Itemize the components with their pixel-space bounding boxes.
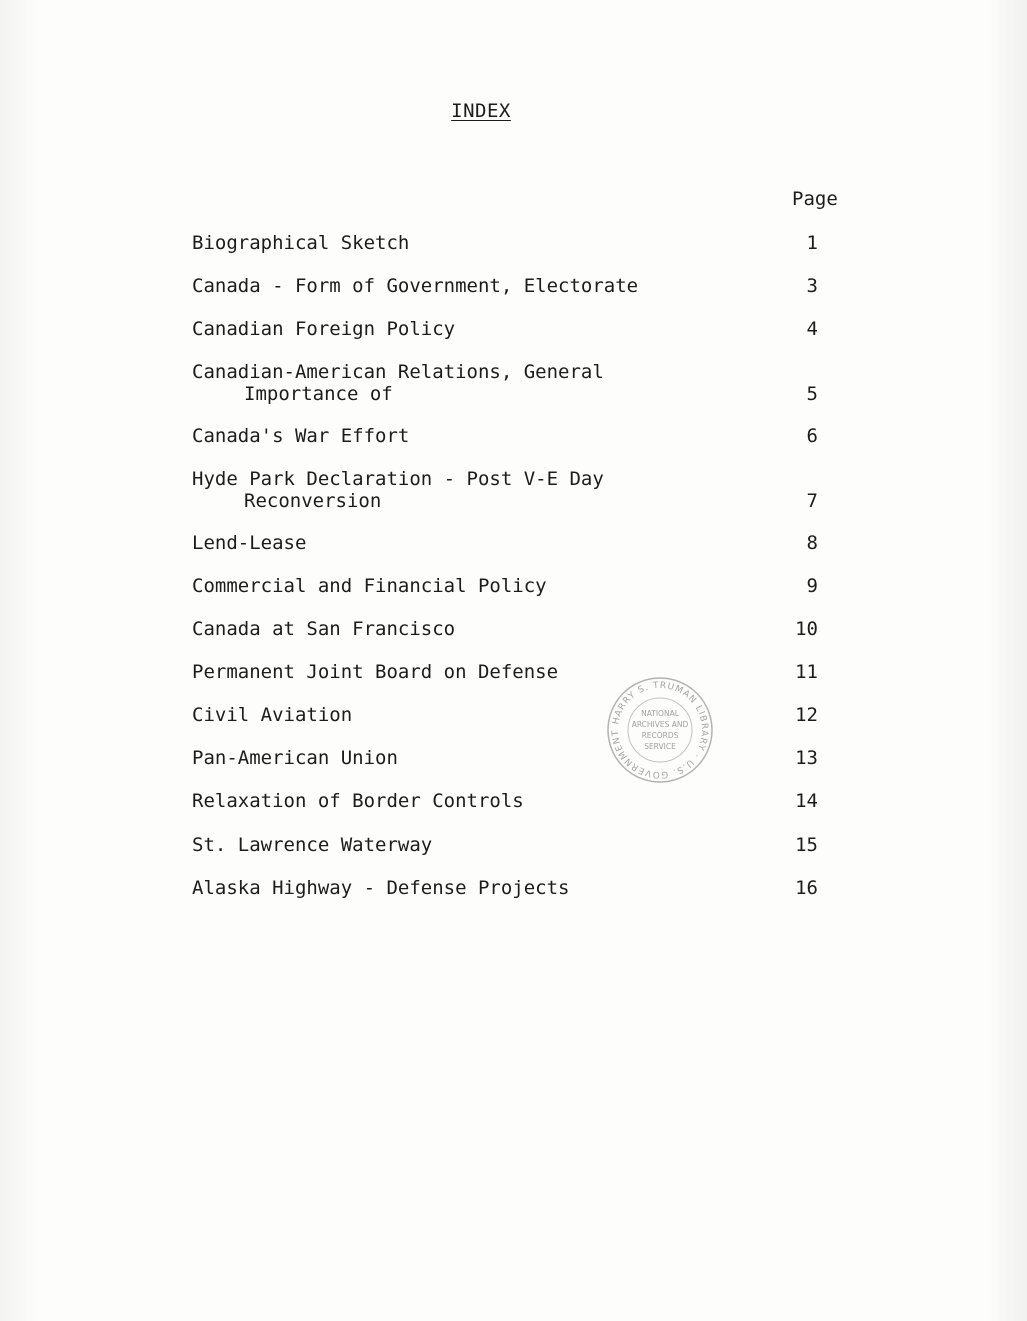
entry-title: Alaska Highway - Defense Projects (192, 877, 570, 899)
entry-page-number: 1 (806, 232, 818, 254)
entry-page-number: 7 (806, 490, 818, 512)
entry-title: Civil Aviation (192, 704, 353, 726)
index-entry (192, 468, 832, 512)
entry-title-continuation: Importance of (244, 383, 393, 405)
index-entry (192, 318, 832, 340)
index-entry (192, 747, 832, 769)
entry-page-number: 9 (806, 575, 818, 597)
entry-title: Canada at San Francisco (192, 618, 456, 640)
entry-title: Lend-Lease (192, 532, 307, 554)
entry-page-number: 14 (795, 790, 818, 812)
entry-page-number: 5 (806, 383, 818, 405)
svg-text:ARCHIVES AND: ARCHIVES AND (631, 720, 689, 729)
index-title: INDEX (451, 100, 511, 122)
entry-page-number: 15 (795, 834, 818, 856)
entry-page-number: 3 (806, 275, 818, 297)
index-entry (192, 425, 832, 447)
entry-title: Commercial and Financial Policy (192, 575, 547, 597)
entry-page-number: 11 (795, 661, 818, 683)
entry-page-number: 16 (795, 877, 818, 899)
index-entry (192, 834, 832, 856)
entry-page-number: 12 (795, 704, 818, 726)
entry-title: Canada's War Effort (192, 425, 410, 447)
entry-title: Biographical Sketch (192, 232, 410, 254)
index-entry (192, 532, 832, 554)
index-entry (192, 232, 832, 254)
entry-page-number: 13 (795, 747, 818, 769)
index-entry (192, 361, 832, 405)
entry-title: Permanent Joint Board on Defense (192, 661, 559, 683)
svg-text:RECORDS: RECORDS (641, 731, 679, 740)
entry-title: Relaxation of Border Controls (192, 790, 524, 812)
index-entry (192, 661, 832, 683)
entry-title: Canadian-American Relations, General (192, 361, 604, 383)
entry-title: Pan-American Union (192, 747, 398, 769)
entry-page-number: 6 (806, 425, 818, 447)
entry-title: Canadian Foreign Policy (192, 318, 456, 340)
index-entry (192, 790, 832, 812)
entry-title: Canada - Form of Government, Electorate (192, 275, 639, 297)
index-entry (192, 275, 832, 297)
svg-text:SERVICE: SERVICE (644, 742, 676, 751)
entry-page-number: 10 (795, 618, 818, 640)
svg-text:NATIONAL: NATIONAL (641, 709, 679, 718)
archive-stamp-seal (606, 676, 714, 784)
svg-text:HARRY S. TRUMAN LIBRARY · U.S.: HARRY S. TRUMAN LIBRARY · U.S. GOVERNMENT (610, 680, 710, 780)
entry-title-continuation: Reconversion (244, 490, 382, 512)
entry-page-number: 8 (806, 532, 818, 554)
page-column-header: Page (792, 188, 838, 210)
index-entry (192, 618, 832, 640)
index-entry (192, 877, 832, 899)
index-entry (192, 575, 832, 597)
entry-title: St. Lawrence Waterway (192, 834, 433, 856)
entry-title: Hyde Park Declaration - Post V-E Day (192, 468, 604, 490)
entry-page-number: 4 (806, 318, 818, 340)
index-entry (192, 704, 832, 726)
